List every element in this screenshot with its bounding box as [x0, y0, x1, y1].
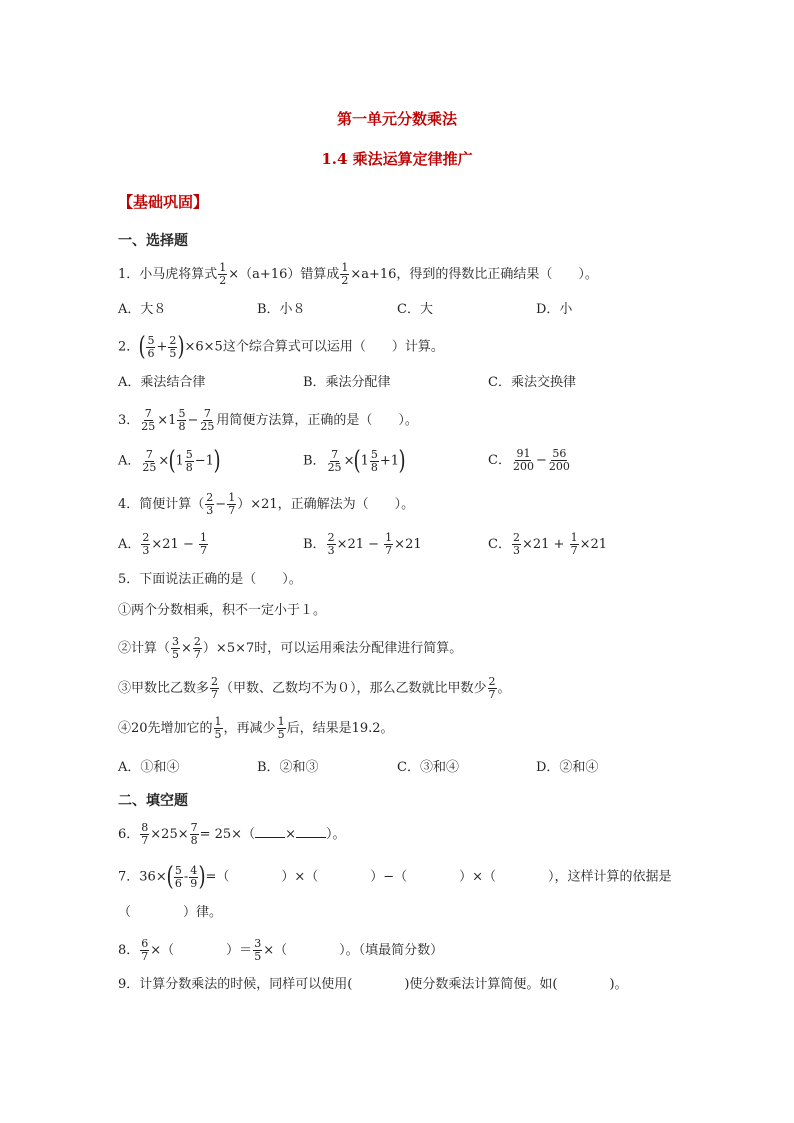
q1-option-a: A．大８ [118, 302, 167, 317]
paren-right: ) [398, 446, 406, 476]
fraction: $\frac{56}{200}$ [548, 447, 570, 473]
page-subtitle: 1.4 乘法运算定律推广 [321, 150, 473, 168]
q5-option-b: B．②和③ [257, 760, 319, 775]
fraction: $\frac{5}{6}$ [174, 863, 182, 890]
q1-option-c: C．大 [397, 302, 433, 317]
q5-statement-1: ①两个分数相乘，积不一定小于１。 [118, 603, 327, 618]
fraction: $\frac{7}{25}$ [327, 447, 342, 474]
fraction: $\frac{7}{25}$ [142, 447, 157, 474]
q1-option-b: B．小８ [257, 302, 306, 317]
q5-option-a: A．①和④ [118, 760, 180, 775]
q5-statement-2: ②计算（ $\frac{3}{5}$ × $\frac{2}{7}$ ）×5×7时，可以运用乘法分配律进行简算。 [118, 635, 463, 661]
fraction: $\frac{6}{7}$ [141, 937, 149, 963]
q4-option-a: A． $\frac{2}{3}$ ×21 − $\frac{1}{7}$ [118, 531, 207, 557]
paren-left: ( [166, 862, 174, 892]
paren-left: ( [168, 446, 176, 476]
question-5: 5．下面说法正确的是（ ）。 [118, 572, 302, 587]
fraction: $\frac{91}{200}$ [512, 447, 534, 473]
fraction: $\frac{2}{7}$ [488, 675, 496, 701]
question-7: 7．36×( $\frac{5}{6}$ - $\frac{4}{9}$ )=（ ）×（ ）−（ ）×（ ），这样计算的依据是 [118, 862, 672, 892]
fraction: $\frac{2}{5}$ [169, 333, 177, 360]
fraction: $\frac{2}{7}$ [211, 675, 219, 701]
fraction: $\frac{5}{8}$ [178, 407, 186, 433]
paren-right: ) [177, 332, 185, 362]
q2-option-b: B．乘法分配律 [303, 375, 391, 390]
q2-option-c: C．乘法交换律 [488, 375, 576, 390]
fraction: $\frac{5}{6}$ [147, 333, 155, 360]
paren-right: ) [213, 446, 221, 476]
question-8: 8． $\frac{6}{7}$ ×（ ）＝ $\frac{3}{5}$ ×（ ）。（填最简分数） [118, 937, 444, 963]
q3-option-b: B． $\frac{7}{25}$ ×(1 $\frac{5}{8}$ +1) [303, 446, 406, 476]
fraction: $\frac{5}{8}$ [185, 447, 193, 474]
fraction: $\frac{1}{5}$ [214, 715, 222, 741]
fraction: $\frac{1}{7}$ [570, 531, 578, 557]
fraction: $\frac{4}{9}$ [190, 863, 198, 890]
q4-option-b: B． $\frac{2}{3}$ ×21 − $\frac{1}{7}$ ×21 [303, 531, 422, 557]
fraction: $\frac{1}{7}$ [385, 531, 393, 557]
question-3: 3． $\frac{7}{25}$ ×1 $\frac{5}{8}$ − $\frac{7}{25}$ 用简便方法算，正确的是（ ）。 [118, 407, 418, 433]
paren-left: ( [138, 332, 146, 362]
paren-right: ) [198, 862, 206, 892]
answer-blank[interactable] [296, 825, 326, 838]
q3-option-c: C． $\frac{91}{200}$ − $\frac{56}{200}$ [488, 447, 570, 473]
part-choice-heading: 一、选择题 [118, 233, 188, 249]
question-1: 1．小马虎将算式 $\frac{1}{2}$ ×（a+16）错算成 $\frac{1}{2}$ ×a+16，得到的得数比正确结果（ ）。 [118, 261, 598, 287]
fraction: $\frac{7}{8}$ [190, 821, 198, 847]
page-title: 第一单元分数乘法 [336, 110, 457, 128]
fraction: $\frac{2}{3}$ [327, 531, 335, 557]
fraction: $\frac{1}{2}$ [219, 261, 227, 287]
q3-option-a: A． $\frac{7}{25}$ ×(1 $\frac{5}{8}$ −1) [118, 446, 221, 476]
question-7-cont: （ ）律。 [118, 905, 223, 920]
fraction: $\frac{1}{7}$ [200, 531, 207, 557]
q5-statement-4: ④20先增加它的 $\frac{1}{5}$ ，再减少 $\frac{1}{5}$ 后，结果是19.2。 [118, 715, 394, 741]
fraction: $\frac{7}{25}$ [141, 407, 156, 433]
paren-left: ( [353, 446, 362, 476]
fraction: $\frac{5}{8}$ [370, 447, 378, 474]
q5-statement-3: ③甲数比乙数多 $\frac{2}{7}$ （甲数、乙数均不为０），那么乙数就比甲数少 $\frac{2}{7}$ 。 [118, 675, 511, 701]
section-title: 【基础巩固】 [118, 193, 209, 211]
fraction: $\frac{1}{7}$ [228, 491, 236, 517]
fraction: $\frac{1}{2}$ [341, 261, 349, 287]
q1-option-d: D．小 [536, 302, 573, 317]
fraction: $\frac{2}{7}$ [193, 635, 201, 661]
fraction: $\frac{7}{25}$ [200, 407, 215, 433]
part-fill-heading: 二、填空题 [118, 793, 188, 809]
question-9: 9．计算分数乘法的时候，同样可以使用( )使分数乘法计算简便。如( )。 [118, 977, 628, 992]
question-4: 4．简便计算（ $\frac{2}{3}$ − $\frac{1}{7}$ ）×21，正确解法为（ ）。 [118, 491, 415, 517]
answer-blank[interactable] [255, 825, 285, 838]
fraction: $\frac{3}{5}$ [254, 937, 262, 963]
fraction: $\frac{1}{5}$ [277, 715, 285, 741]
q5-option-c: C．③和④ [397, 760, 459, 775]
fraction: $\frac{2}{3}$ [512, 531, 520, 557]
fraction: $\frac{2}{3}$ [142, 531, 150, 557]
q2-option-a: A．乘法结合律 [118, 375, 206, 390]
fraction: $\frac{8}{7}$ [141, 821, 149, 847]
q5-option-d: D．②和④ [536, 760, 599, 775]
q4-option-c: C． $\frac{2}{3}$ ×21 + $\frac{1}{7}$ ×21 [488, 531, 607, 557]
fraction: $\frac{2}{3}$ [206, 491, 214, 517]
fraction: $\frac{3}{5}$ [172, 635, 180, 661]
question-2: 2．( $\frac{5}{6}$ + $\frac{2}{5}$ )×6×5这个综合算式可以运用（ ）计算。 [118, 332, 444, 362]
question-6: 6． $\frac{8}{7}$ ×25× $\frac{7}{8}$ = 25×（ × ）。 [118, 821, 346, 847]
